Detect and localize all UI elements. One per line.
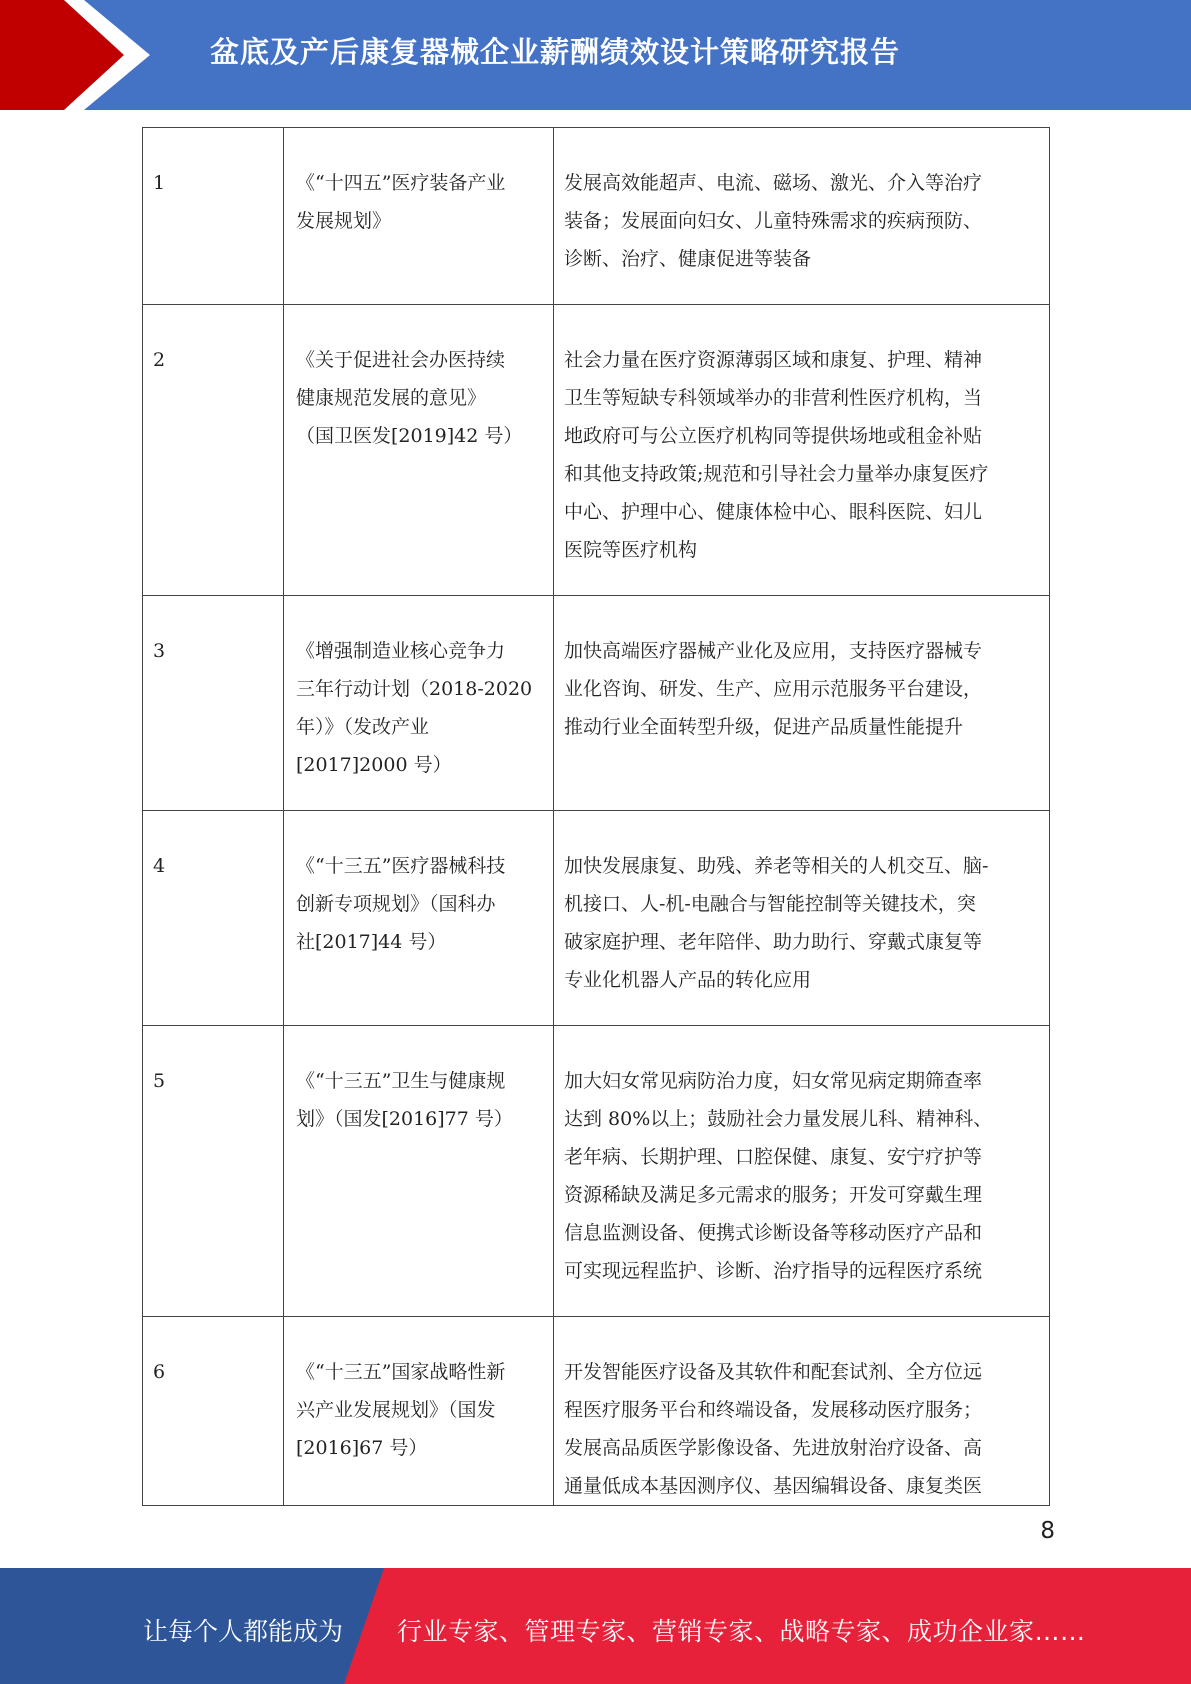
policy-name-line: 兴产业发展规划》（国发 [296, 1399, 496, 1421]
policy-content-line: 装备；发展面向妇女、儿童特殊需求的疾病预防、 [564, 210, 983, 232]
policy-content-line: 发展高品质医学影像设备、先进放射治疗设备、高 [564, 1437, 983, 1459]
policy-name-line: 《“十三五”医疗器械科技 [296, 855, 506, 877]
policy-name-line: 健康规范发展的意见》 [296, 387, 487, 409]
policy-name-line: 划》（国发[2016]77 号） [296, 1108, 513, 1130]
policy-content-line: 程医疗服务平台和终端设备，发展移动医疗服务； [564, 1399, 983, 1421]
policy-name-line: 年）》（发改产业 [296, 716, 430, 738]
footer-slogan-left: 让每个人都能成为 [143, 1617, 344, 1646]
row-number: 3 [153, 640, 166, 662]
header-red-chevron [0, 0, 160, 110]
policy-name-line: 社[2017]44 号） [296, 931, 447, 953]
policy-content-line: 达到 80%以上；鼓励社会力量发展儿科、精神科、 [564, 1108, 993, 1130]
policy-name-line: [2017]2000 号） [296, 754, 452, 776]
policy-name-line: 《增强制造业核心竞争力 [296, 640, 506, 662]
policy-content-line: 医院等医疗机构 [564, 539, 698, 561]
row-number: 6 [153, 1361, 166, 1383]
policy-content-line: 加快发展康复、助残、养老等相关的人机交互、脑- [564, 855, 989, 877]
footer-slogan-right: 行业专家、管理专家、营销专家、战略专家、成功企业家…… [397, 1617, 1086, 1646]
table-row [143, 811, 1050, 1026]
policy-name-line: 《“十三五”国家战略性新 [296, 1361, 506, 1383]
policy-content-line: 和其他支持政策;规范和引导社会力量举办康复医疗 [564, 463, 989, 485]
policy-content-line: 诊断、治疗、健康促进等装备 [564, 248, 812, 270]
policy-content-line: 社会力量在医疗资源薄弱区域和康复、护理、精神 [564, 349, 983, 371]
row-number: 4 [153, 855, 166, 877]
policy-content-line: 机接口、人-机-电融合与智能控制等关键技术，突 [564, 893, 976, 915]
table-row [143, 1317, 1050, 1506]
policy-name-line: 《“十三五”卫生与健康规 [296, 1070, 506, 1092]
page-number: 8 [1040, 1518, 1055, 1544]
policy-content-line: 通量低成本基因测序仪、基因编辑设备、康复类医 [564, 1475, 983, 1497]
table-row [143, 596, 1050, 811]
policy-content-line: 加大妇女常见病防治力度，妇女常见病定期筛查率 [564, 1070, 983, 1092]
policy-content-line: 资源稀缺及满足多元需求的服务；开发可穿戴生理 [564, 1184, 983, 1206]
policy-content-line: 发展高效能超声、电流、磁场、激光、介入等治疗 [564, 172, 983, 194]
policy-content-line: 加快高端医疗器械产业化及应用，支持医疗器械专 [564, 640, 983, 662]
policy-name-line: 《“十四五”医疗装备产业 [296, 172, 506, 194]
policy-name-line: （国卫医发[2019]42 号） [296, 425, 523, 447]
policy-name-line: 《关于促进社会办医持续 [296, 349, 506, 371]
policy-content-line: 地政府可与公立医疗机构同等提供场地或租金补贴 [564, 425, 983, 447]
policy-content-line: 专业化机器人产品的转化应用 [564, 969, 812, 991]
policy-content-line: 业化咨询、研发、生产、应用示范服务平台建设， [564, 678, 983, 700]
policy-content-line: 破家庭护理、老年陪伴、助力助行、穿戴式康复等 [564, 931, 983, 953]
policy-content-line: 可实现远程监护、诊断、治疗指导的远程医疗系统 [564, 1260, 983, 1282]
table-row [143, 128, 1050, 305]
document-title: 盆底及产后康复器械企业薪酬绩效设计策略研究报告 [210, 35, 901, 69]
policy-table [142, 127, 1050, 1506]
policy-name-line: 发展规划》 [296, 210, 392, 232]
policy-content-line: 卫生等短缺专科领域举办的非营利性医疗机构，当 [564, 387, 983, 409]
policy-name-line: 创新专项规划》（国科办 [296, 893, 496, 915]
table-row [143, 1026, 1050, 1317]
policy-name-line: [2016]67 号） [296, 1437, 428, 1459]
policy-content-line: 开发智能医疗设备及其软件和配套试剂、全方位远 [564, 1361, 983, 1383]
table-row [143, 305, 1050, 596]
policy-content-line: 信息监测设备、便携式诊断设备等移动医疗产品和 [564, 1222, 983, 1244]
row-number: 1 [153, 172, 166, 194]
policy-content-line: 老年病、长期护理、口腔保健、康复、安宁疗护等 [564, 1146, 983, 1168]
policy-content-line: 推动行业全面转型升级，促进产品质量性能提升 [564, 716, 964, 738]
policy-content-line: 中心、护理中心、健康体检中心、眼科医院、妇儿 [564, 501, 983, 523]
row-number: 5 [153, 1070, 166, 1092]
row-number: 2 [153, 349, 166, 371]
policy-name-line: 三年行动计划（2018-2020 [296, 678, 533, 700]
